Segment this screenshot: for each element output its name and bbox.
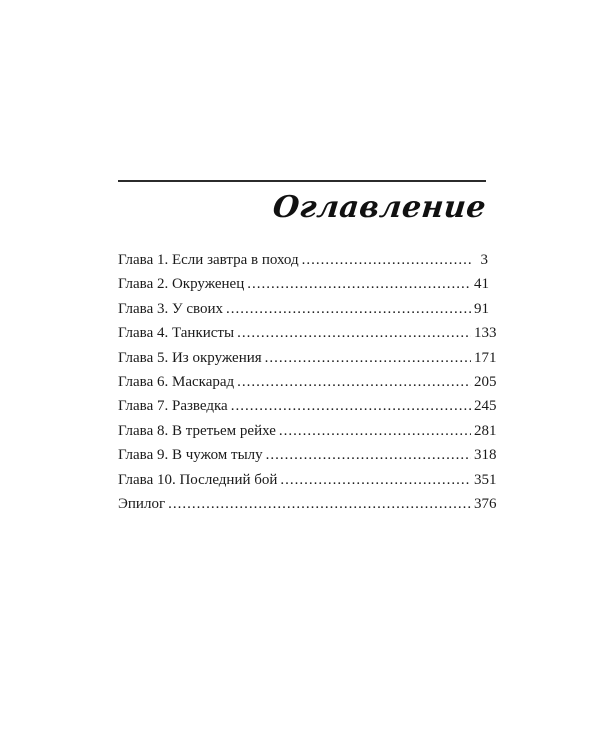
toc-entry-title: Глава 4. Танкисты [118,325,235,342]
heading-rule [118,180,486,182]
toc-entry-page: 351 [474,471,497,488]
toc-entry-title: Эпилог [118,495,166,512]
toc-entry-title: Глава 5. Из окружения [118,349,262,366]
dot-leader [266,445,471,465]
toc-entry [118,323,497,347]
dot-leader [265,348,471,368]
dot-leader [226,299,471,319]
toc-entry-title: Глава 1. Если завтра в поход [118,252,299,268]
table-of-contents [118,250,497,518]
dot-leader [280,470,471,490]
toc-entry [118,494,497,518]
toc-entry-title: Глава 7. Разведка [118,398,228,415]
toc-entry-page: 41 [474,276,489,293]
toc-entry [118,372,497,396]
toc-entry-page: 376 [474,495,497,512]
toc-entry-title: Глава 3. У своих [118,300,224,317]
toc-entry [118,274,488,298]
toc-entry [118,421,497,445]
toc-entry-title: Глава 10. Последний бой [118,471,278,488]
toc-entry-page: 171 [474,349,497,366]
toc-entry-page: 3 [480,252,488,268]
toc-entry-page: 133 [474,325,497,342]
page-title: Оглавление [271,190,488,225]
toc-entry [118,470,497,494]
toc-entry-title: Глава 8. В третьем рейхе [118,422,276,439]
toc-entry-title: Глава 2. Окруженец [118,276,245,293]
toc-entry [118,250,488,274]
toc-entry [118,348,497,372]
dot-leader [168,494,471,514]
dot-leader [279,421,471,441]
toc-entry [118,396,497,420]
toc-entry-title: Глава 9. В чужом тылу [118,447,263,464]
toc-entry [118,445,497,469]
toc-entry-title: Глава 6. Маскарад [118,373,235,390]
toc-entry-page: 318 [474,447,497,464]
dot-leader [247,274,471,294]
dot-leader [302,250,471,270]
dot-leader [237,372,471,392]
toc-entry-page: 91 [474,300,489,317]
toc-entry-page: 281 [474,422,497,439]
toc-entry [118,299,488,323]
dot-leader [231,396,471,416]
toc-entry-page: 205 [474,373,497,390]
toc-entry-page: 245 [474,398,497,415]
dot-leader [237,323,471,343]
